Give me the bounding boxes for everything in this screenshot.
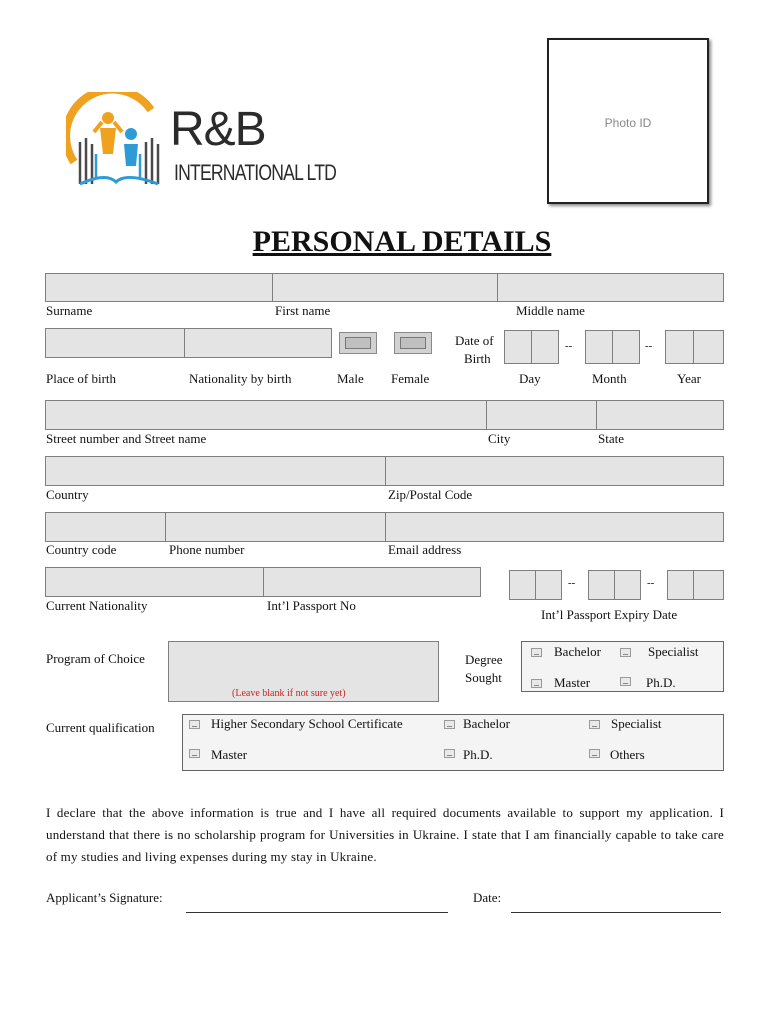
middle-name-input[interactable] [497,273,724,302]
female-label: Female [391,371,430,386]
qual-bachelor-label: Bachelor [463,716,510,731]
current-qualification-label: Current qualification [46,720,155,735]
qual-bachelor-checkbox[interactable] [444,720,455,729]
first-name-label: First name [275,303,331,318]
surname-input[interactable] [45,273,273,302]
current-nationality-input[interactable] [45,567,264,597]
qual-hssc-label: Higher Secondary School Certificate [211,716,403,731]
middle-name-label: Middle name [516,303,585,318]
dob-separator-2: -- [645,340,653,352]
dob-year-digit-2[interactable] [693,330,724,364]
passport-expiry-day-1[interactable] [509,570,536,600]
passport-expiry-sep-1: -- [568,577,576,589]
program-label: Program of Choice [46,651,145,666]
degree-bachelor-checkbox[interactable] [531,648,542,657]
degree-specialist-checkbox[interactable] [620,648,631,657]
state-input[interactable] [596,400,724,430]
day-label: Day [519,371,541,386]
degree-bachelor-label: Bachelor [554,644,601,659]
logo-emblem [66,92,166,190]
passport-expiry-month-1[interactable] [588,570,615,600]
male-radio[interactable] [339,332,377,354]
qual-phd-label: Ph.D. [463,747,493,762]
qual-phd-checkbox[interactable] [444,749,455,758]
qual-others-checkbox[interactable] [589,749,600,758]
country-code-label: Country code [46,542,117,557]
date-of-birth-label [455,332,494,368]
country-input[interactable] [45,456,386,486]
year-label: Year [677,371,701,386]
declaration-text: I declare that the above information is true and I have all required documents available to support my application. I understand that there is no scholarship program for Universities in Ukraine. I state that I am financially capable to take care of my studies and living expenses during my stay in Ukraine. [46,805,724,864]
passport-expiry-year-1[interactable] [667,570,694,600]
city-input[interactable] [486,400,597,430]
qual-specialist-checkbox[interactable] [589,720,600,729]
current-nationality-label: Current Nationality [46,598,148,613]
email-label: Email address [388,542,462,557]
signature-label: Applicant’s Signature: [46,890,163,905]
nationality-by-birth-label: Nationality by birth [189,371,292,386]
degree-specialist-label: Specialist [648,644,699,659]
street-label: Street number and Street name [46,431,207,446]
passport-expiry-year-2[interactable] [693,570,724,600]
program-hint: (Leave blank if not sure yet) [232,688,346,699]
qual-master-label: Master [211,747,248,762]
logo-main-text: R&B [170,103,266,156]
date-of-birth-label-line1: Date of [455,333,494,348]
country-code-input[interactable] [45,512,166,542]
date-line[interactable] [511,912,721,913]
degree-phd-label: Ph.D. [646,675,676,690]
city-label: City [488,431,511,446]
passport-no-label: Int’l Passport No [267,598,356,613]
nationality-by-birth-input[interactable] [184,328,332,358]
dob-separator-1: -- [565,340,573,352]
company-logo [66,92,166,190]
logo-sub-text: INTERNATIONAL LTD [174,160,337,185]
date-label: Date: [473,890,502,905]
email-input[interactable] [385,512,724,542]
degree-sought-label-line2: Sought [465,670,502,685]
dob-day-digit-1[interactable] [504,330,532,364]
qual-master-checkbox[interactable] [189,749,200,758]
photo-id-box[interactable] [547,38,709,204]
zip-label: Zip/Postal Code [388,487,473,502]
street-input[interactable] [45,400,487,430]
month-label: Month [592,371,627,386]
phone-input[interactable] [165,512,386,542]
photo-id-label: Photo ID [604,116,652,130]
place-of-birth-label: Place of birth [46,371,117,386]
first-name-input[interactable] [272,273,498,302]
qual-others-label: Others [610,747,645,762]
passport-no-input[interactable] [263,567,481,597]
passport-expiry-day-2[interactable] [535,570,562,600]
degree-master-checkbox[interactable] [531,679,542,688]
passport-expiry-sep-2: -- [647,577,655,589]
female-radio[interactable] [394,332,432,354]
date-of-birth-label-line2: Birth [463,351,491,366]
country-label: Country [46,487,89,502]
dob-year-digit-1[interactable] [665,330,694,364]
dob-day-digit-2[interactable] [531,330,559,364]
passport-expiry-month-2[interactable] [614,570,641,600]
zip-input[interactable] [385,456,724,486]
passport-expiry-label: Int’l Passport Expiry Date [541,607,678,622]
qual-hssc-checkbox[interactable] [189,720,200,729]
place-of-birth-input[interactable] [45,328,185,358]
state-label: State [598,431,624,446]
male-label: Male [337,371,364,386]
page-title: PERSONAL DETAILS [252,225,552,258]
degree-sought-label-line1: Degree [465,652,503,667]
degree-sought-label [465,651,503,687]
degree-master-label: Master [554,675,591,690]
qual-specialist-label: Specialist [611,716,662,731]
phone-label: Phone number [169,542,245,557]
surname-label: Surname [46,303,93,318]
degree-phd-checkbox[interactable] [620,677,631,686]
signature-line[interactable] [186,912,448,913]
dob-month-digit-2[interactable] [612,330,640,364]
dob-month-digit-1[interactable] [585,330,613,364]
